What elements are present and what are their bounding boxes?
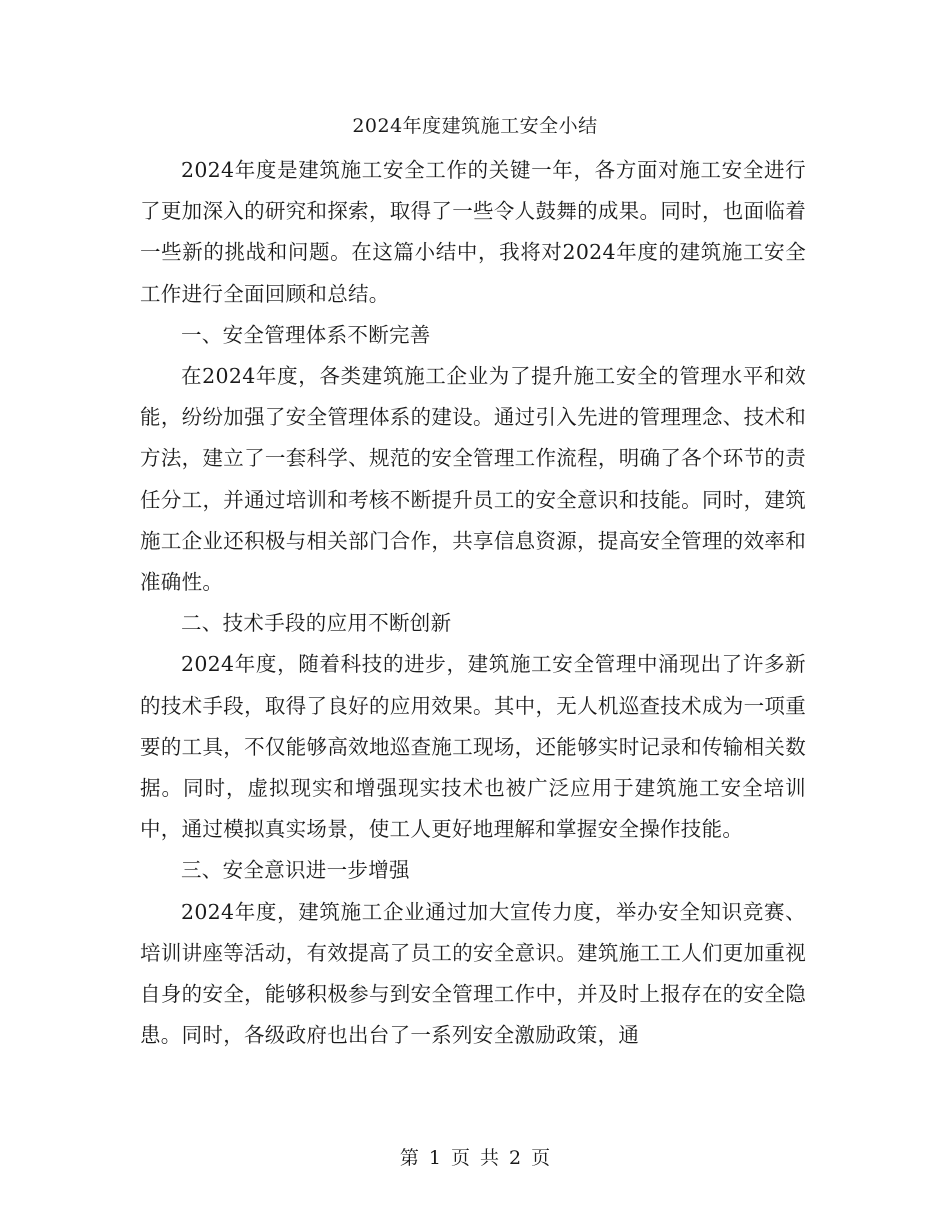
section-heading-1: 一、安全管理体系不断完善 bbox=[181, 322, 431, 347]
section-heading-2: 二、技术手段的应用不断创新 bbox=[181, 611, 452, 636]
document-body bbox=[140, 150, 806, 1056]
section-paragraph-3: 2024年度，建筑施工企业通过加大宣传力度，举办安全知识竞赛、培训讲座等活动，有效提高了员工的安全意识。建筑施工工人们更加重视自身的安全，能够积极参与到安全管理工作中，并及时上报存在的安全隐患。同时，各级政府也出台了一系列安全激励政策，通 bbox=[140, 899, 806, 1048]
section-paragraph-1: 在2024年度，各类建筑施工企业为了提升施工安全的管理水平和效能，纷纷加强了安全管理体系的建设。通过引入先进的管理理念、技术和方法，建立了一套科学、规范的安全管理工作流程，明确了各个环节的责任分工，并通过培训和考核不断提升员工的安全意识和技能。同时，建筑施工企业还积极与相关部门合作，共享信息资源，提高安全管理的效率和准确性。 bbox=[140, 364, 806, 595]
page-number-footer: 第 1 页 共 2 页 bbox=[399, 1147, 551, 1169]
section-heading-3: 三、安全意识进一步增强 bbox=[181, 858, 410, 883]
document-title: 2024年度建筑施工安全小结 bbox=[352, 115, 598, 137]
intro-paragraph: 2024年度是建筑施工安全工作的关键一年，各方面对施工安全进行了更加深入的研究和探索，取得了一些令人鼓舞的成果。同时，也面临着一些新的挑战和问题。在这篇小结中，我将对2024年度的建筑施工安全工作进行全面回顾和总结。 bbox=[140, 158, 806, 306]
section-paragraph-2: 2024年度，随着科技的进步，建筑施工安全管理中涌现出了许多新的技术手段，取得了良好的应用效果。其中，无人机巡查技术成为一项重要的工具，不仅能够高效地巡查施工现场，还能够实时记录和传输相关数据。同时，虚拟现实和增强现实技术也被广泛应用于建筑施工安全培训中，通过模拟真实场景，使工人更好地理解和掌握安全操作技能。 bbox=[140, 652, 806, 842]
